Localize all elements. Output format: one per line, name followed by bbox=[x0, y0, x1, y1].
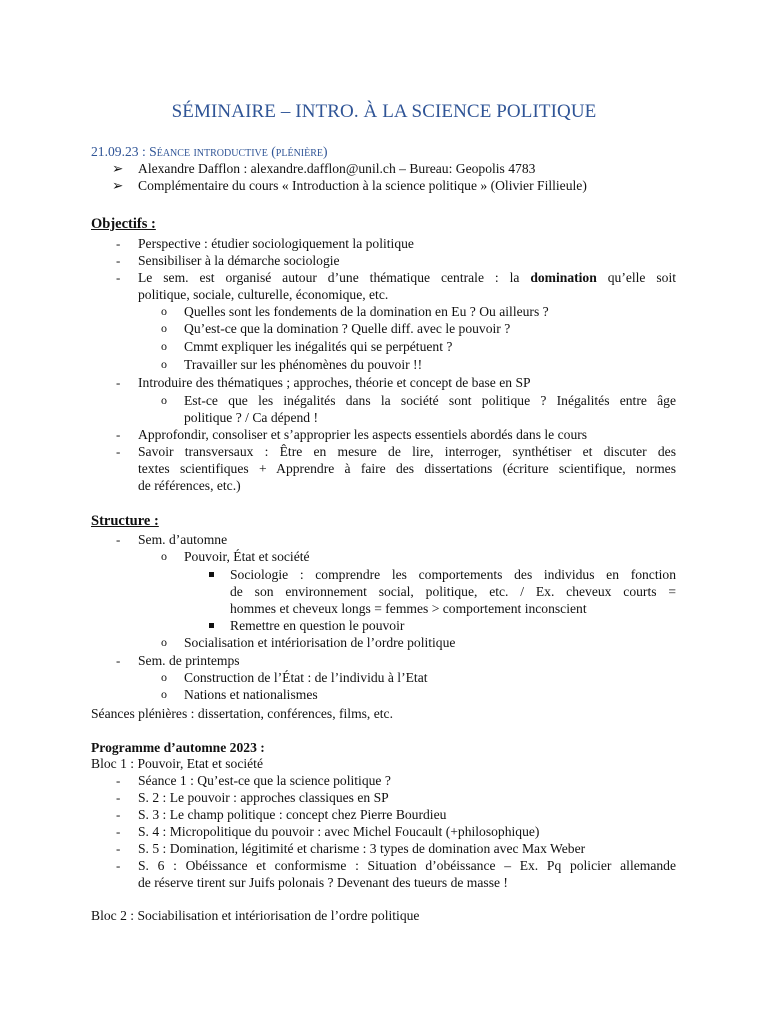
structure-heading: Structure : bbox=[91, 513, 159, 529]
seminaire-text-post: qu’elle soit bbox=[607, 270, 677, 285]
document-title: SÉMINAIRE – INTRO. À LA SCIENCE POLITIQUE bbox=[171, 101, 597, 122]
dash-bullet-icon: - bbox=[116, 532, 121, 547]
structure-sociologie-line-1: Sociologie : comprendre les comportements des individus en fonction bbox=[230, 567, 676, 582]
dash-bullet-icon: - bbox=[116, 773, 121, 788]
circle-bullet-icon: o bbox=[161, 304, 167, 318]
domination-keyword: domination bbox=[530, 270, 597, 285]
structure-remettre: Remettre en question le pouvoir bbox=[230, 618, 405, 633]
programme-bloc-2: Bloc 2 : Sociabilisation et intériorisation de l’ordre politique bbox=[91, 908, 420, 923]
dash-bullet-icon: - bbox=[116, 653, 121, 668]
question-fondements: Quelles sont les fondements de la domination en Eu ? Ou ailleurs ? bbox=[184, 304, 549, 319]
programme-seance-1: Séance 1 : Qu’est-ce que la science politique ? bbox=[138, 773, 391, 788]
dash-bullet-icon: - bbox=[116, 270, 121, 285]
dash-bullet-icon: - bbox=[116, 841, 121, 856]
circle-bullet-icon: o bbox=[161, 635, 167, 649]
programme-bloc-1: Bloc 1 : Pouvoir, Etat et société bbox=[91, 756, 263, 771]
structure-sociologie-line-2: de son environnement social, politique, etc. / Ex. cheveux courts = bbox=[230, 584, 676, 599]
structure-sociologie-line-3: hommes et cheveux longs = femmes > comportement inconscient bbox=[230, 601, 587, 616]
structure-printemps: Sem. de printemps bbox=[138, 653, 240, 668]
dash-bullet-icon: - bbox=[116, 444, 121, 459]
session-name: Séance introductive (plénière) bbox=[149, 144, 328, 159]
objectif-sensibiliser: Sensibiliser à la démarche sociologie bbox=[138, 253, 340, 268]
square-bullet-icon bbox=[209, 623, 214, 628]
objectif-seminaire-line-2: politique, sociale, culturelle, économique, etc. bbox=[138, 287, 389, 302]
arrow-bullet-icon: ➢ bbox=[112, 161, 124, 176]
question-inegalites-politiques-line-2: politique ? / Ca dépend ! bbox=[184, 410, 319, 425]
objectif-approfondir: Approfondir, consoliser et s’approprier les aspects essentiels abordés dans le cours bbox=[138, 427, 588, 442]
objectif-seminaire-line-1 bbox=[138, 269, 676, 286]
dash-bullet-icon: - bbox=[116, 824, 121, 839]
dash-bullet-icon: - bbox=[116, 253, 121, 268]
square-bullet-icon bbox=[209, 572, 214, 577]
structure-socialisation: Socialisation et intériorisation de l’ordre politique bbox=[184, 635, 456, 650]
question-phenomenes: Travailler sur les phénomènes du pouvoir !! bbox=[184, 357, 423, 372]
structure-nations: Nations et nationalismes bbox=[184, 687, 318, 702]
objectif-savoir-line-2: textes scientifiques + Apprendre à faire des dissertations (écriture scientifique, normes bbox=[138, 461, 676, 476]
question-inegalites-politiques-line-1: Est-ce que les inégalités dans la société sont politique ? Inégalités entre âge bbox=[184, 393, 676, 408]
structure-automne: Sem. d’automne bbox=[138, 532, 228, 547]
programme-seance-4: S. 4 : Micropolitique du pouvoir : avec Michel Foucault (+philosophique) bbox=[138, 824, 540, 839]
question-inegalites: Cmmt expliquer les inégalités qui se perpétuent ? bbox=[184, 339, 453, 354]
intro-bullet-course: Complémentaire du cours « Introduction à la science politique » (Olivier Fillieule) bbox=[138, 178, 587, 193]
programme-seance-5: S. 5 : Domination, légitimité et charisme : 3 types de domination avec Max Weber bbox=[138, 841, 586, 856]
circle-bullet-icon: o bbox=[161, 549, 167, 563]
session-heading bbox=[91, 143, 328, 160]
structure-plenieres: Séances plénières : dissertation, conférences, films, etc. bbox=[91, 706, 393, 721]
session-date: 21.09.23 bbox=[91, 144, 139, 159]
dash-bullet-icon: - bbox=[116, 858, 121, 873]
question-domination: Qu’est-ce que la domination ? Quelle diff. avec le pouvoir ? bbox=[184, 321, 511, 336]
dash-bullet-icon: - bbox=[116, 427, 121, 442]
objectifs-heading: Objectifs : bbox=[91, 216, 156, 232]
circle-bullet-icon: o bbox=[161, 687, 167, 701]
objectif-perspective: Perspective : étudier sociologiquement la politique bbox=[138, 236, 414, 251]
structure-construction: Construction de l’État : de l’individu à l’Etat bbox=[184, 670, 428, 685]
session-separator: : bbox=[138, 144, 150, 159]
circle-bullet-icon: o bbox=[161, 670, 167, 684]
programme-heading: Programme d’automne 2023 : bbox=[91, 740, 265, 755]
circle-bullet-icon: o bbox=[161, 321, 167, 335]
dash-bullet-icon: - bbox=[116, 807, 121, 822]
dash-bullet-icon: - bbox=[116, 375, 121, 390]
programme-seance-6-line-1: S. 6 : Obéissance et conformisme : Situation d’obéissance – Ex. Pq policier allemande bbox=[138, 858, 676, 873]
dash-bullet-icon: - bbox=[116, 790, 121, 805]
structure-pouvoir: Pouvoir, État et société bbox=[184, 549, 310, 564]
arrow-bullet-icon: ➢ bbox=[112, 178, 124, 193]
programme-seance-3: S. 3 : Le champ politique : concept chez Pierre Bourdieu bbox=[138, 807, 447, 822]
circle-bullet-icon: o bbox=[161, 393, 167, 407]
programme-seance-6-line-2: de réserve tirent sur Juifs polonais ? Devenant des tueurs de masse ! bbox=[138, 875, 508, 890]
circle-bullet-icon: o bbox=[161, 357, 167, 371]
seminaire-text-pre: Le sem. est organisé autour d’une thématique centrale : la bbox=[138, 270, 520, 285]
circle-bullet-icon: o bbox=[161, 339, 167, 353]
objectif-savoir-line-1: Savoir transversaux : Être en mesure de lire, interroger, synthétiser et discuter des bbox=[138, 444, 676, 459]
objectif-savoir-line-3: de références, etc.) bbox=[138, 478, 241, 493]
programme-seance-2: S. 2 : Le pouvoir : approches classiques en SP bbox=[138, 790, 389, 805]
objectif-introduire: Introduire des thématiques ; approches, théorie et concept de base en SP bbox=[138, 375, 531, 390]
dash-bullet-icon: - bbox=[116, 236, 121, 251]
intro-bullet-contact: Alexandre Dafflon : alexandre.dafflon@unil.ch – Bureau: Geopolis 4783 bbox=[138, 161, 536, 176]
